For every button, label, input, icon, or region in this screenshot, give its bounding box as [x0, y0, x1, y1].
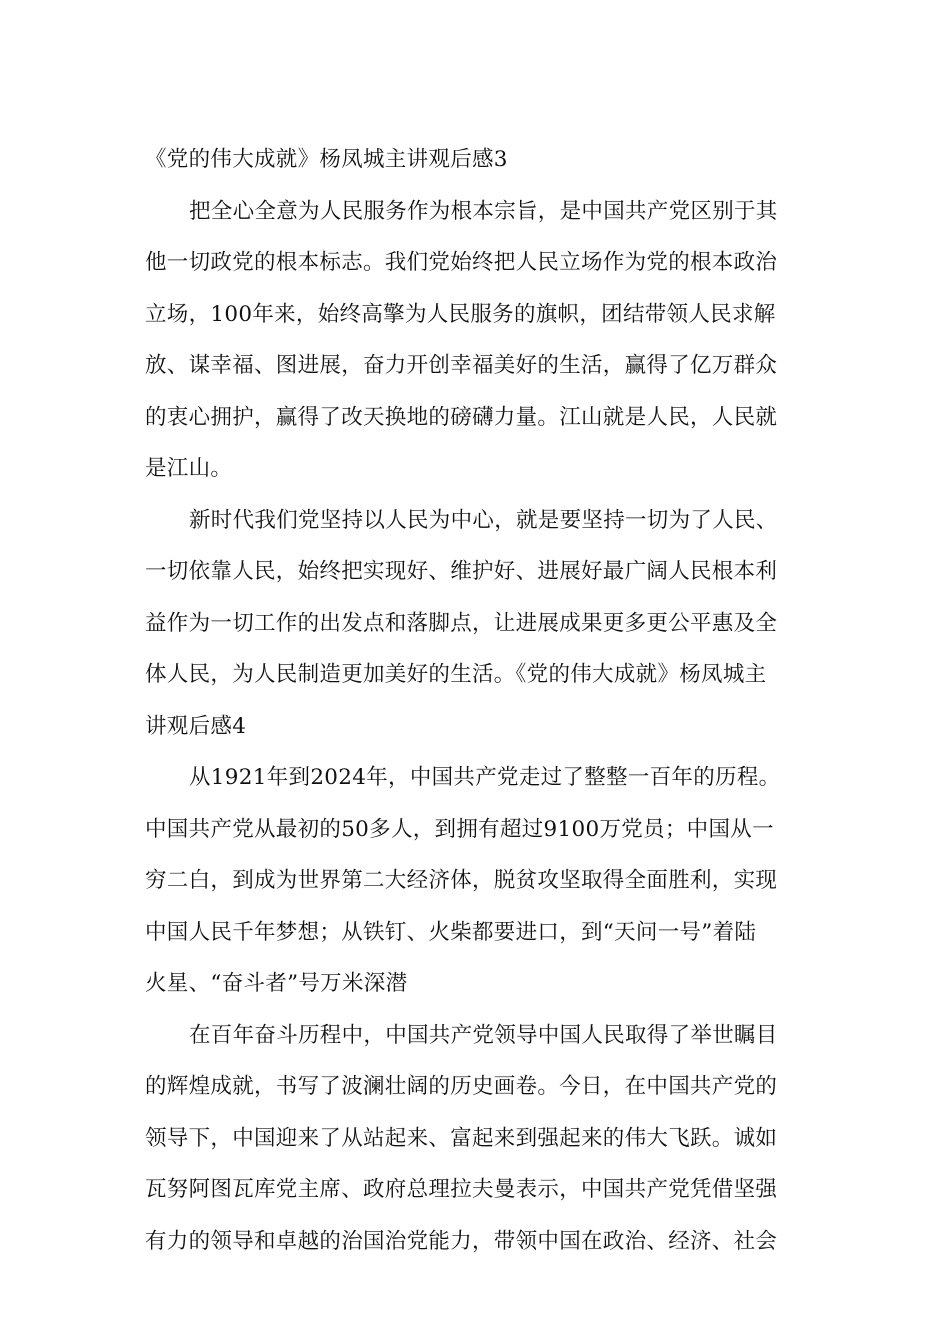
paragraph-line: 的辉煌成就，书写了波澜壮阔的历史画卷。今日，在中国共产党的 — [145, 1074, 778, 1099]
document-body — [145, 134, 805, 1267]
paragraph-line: 把全心全意为人民服务作为根本宗旨，是中国共产党区别于其 — [189, 198, 778, 224]
paragraph-line: 瓦努阿图瓦库党主席、政府总理拉夫曼表示，中国共产党凭借坚强 — [145, 1177, 778, 1202]
paragraph-line: 的衷心拥护，赢得了改天换地的磅礴力量。江山就是人民，人民就 — [145, 404, 778, 430]
paragraph-line: 新时代我们党坚持以人民为中心，就是要坚持一切为了人民、 — [189, 507, 778, 533]
paragraph-line: 中国人民千年梦想；从铁钉、火柴都要进口，到“天问一号”着陆 — [145, 919, 757, 945]
paragraph-line: 放、谋幸福、图进展，奋力开创幸福美好的生活，赢得了亿万群众 — [145, 353, 778, 378]
paragraph-line: 益作为一切工作的出发点和落脚点，让进展成果更多更公平惠及全 — [145, 610, 778, 636]
paragraph-line: 立场，100年来，始终高擎为人民服务的旗帜，团结带领人民求解 — [145, 301, 776, 327]
paragraph-line: 领导下，中国迎来了从站起来、富起来到强起来的伟大飞跃。诚如 — [145, 1125, 778, 1151]
paragraph-line: 有力的领导和卓越的治国治党能力，带领中国在政治、经济、社会 — [145, 1228, 778, 1254]
paragraph-line: 在百年奋斗历程中，中国共产党领导中国人民取得了举世瞩目 — [189, 1022, 778, 1048]
paragraph-line: 是江山。 — [145, 456, 233, 481]
paragraph-line: 体人民，为人民制造更加美好的生活。《党的伟大成就》杨凤城主 — [145, 662, 767, 687]
paragraph-line: 中国共产党从最初的50多人，到拥有超过9100万党员；中国从一 — [145, 816, 774, 842]
paragraph-line: 火星、“奋斗者”号万米深潜 — [145, 971, 408, 996]
document-title-line: 《党的伟大成就》杨凤城主讲观后感3 — [145, 147, 508, 172]
paragraph-line: 从1921年到2024年，中国共产党走过了整整一百年的历程。 — [189, 765, 781, 790]
paragraph-line: 讲观后感4 — [145, 713, 247, 739]
paragraph-line: 一切依靠人民，始终把实现好、维护好、进展好最广阔人民根本利 — [145, 559, 778, 584]
paragraph-line: 他一切政党的根本标志。我们党始终把人民立场作为党的根本政治 — [145, 250, 778, 275]
paragraph-line: 穷二白，到成为世界第二大经济体，脱贫攻坚取得全面胜利，实现 — [145, 868, 778, 893]
